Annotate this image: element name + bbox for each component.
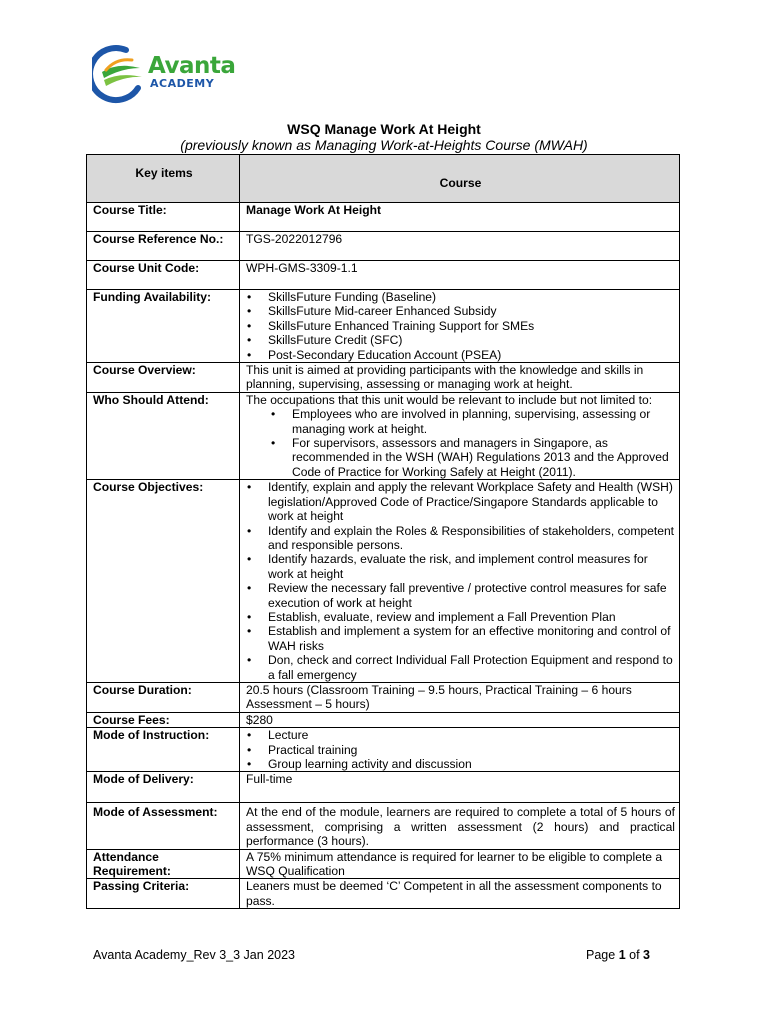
column-header-key-items: Key items xyxy=(87,155,240,203)
row-label-fees: Course Fees: xyxy=(87,712,240,727)
logo-wordmark: Avanta xyxy=(148,53,236,79)
table-row xyxy=(87,392,680,479)
funding-list xyxy=(246,290,675,362)
overview-value: This unit is aimed at providing participants with the knowledge and skills in planning, supervising, assessing or managing work at height. xyxy=(240,363,680,393)
list-item: • SkillsFuture Mid-career Enhanced Subsidy xyxy=(268,304,675,318)
row-label-funding: Funding Availability: xyxy=(87,290,240,363)
row-label-overview: Course Overview: xyxy=(87,363,240,393)
row-label-who-should-attend: Who Should Attend: xyxy=(87,392,240,479)
instruction-cell xyxy=(240,728,680,772)
row-label-course-title: Course Title: xyxy=(87,203,240,232)
list-item: • Lecture xyxy=(268,728,675,742)
footer-revision: Avanta Academy_Rev 3_3 Jan 2023 xyxy=(93,948,295,962)
who-should-attend-cell xyxy=(240,392,680,479)
attend-list xyxy=(246,407,675,479)
footer-page-number xyxy=(586,947,650,963)
table-row xyxy=(87,480,680,683)
page-current: 1 xyxy=(618,948,626,962)
row-label-duration: Course Duration: xyxy=(87,682,240,712)
list-item: • Establish and implement a system for an effective monitoring and control of WAH risks xyxy=(268,624,675,653)
fees-value: $280 xyxy=(240,712,680,727)
list-item: • For supervisors, assessors and managers in Singapore, as recommended in the WSH (WAH) Regulations 2013 and the Approved Code of Practice for Working Safely at Height (2011). xyxy=(292,436,675,479)
objectives-list xyxy=(246,480,675,682)
row-label-instruction: Mode of Instruction: xyxy=(87,728,240,772)
unit-code-value: WPH-GMS-3309-1.1 xyxy=(240,261,680,290)
page-of: of xyxy=(629,948,640,962)
list-item: • SkillsFuture Enhanced Training Support for SMEs xyxy=(268,319,675,333)
list-item: • Identify hazards, evaluate the risk, and implement control measures for work at height xyxy=(268,552,675,581)
avanta-academy-logo xyxy=(92,44,236,106)
table-header-row xyxy=(87,155,680,203)
document-subtitle: (previously known as Managing Work-at-Heights Course (MWAH) xyxy=(180,137,588,153)
table-row xyxy=(87,803,680,849)
table-row xyxy=(87,232,680,261)
logo-emblem-icon xyxy=(92,44,150,106)
row-label-assessment: Mode of Assessment: xyxy=(87,803,240,849)
list-item: • Don, check and correct Individual Fall Protection Equipment and respond to a fall emergency xyxy=(268,653,675,682)
table-row xyxy=(87,363,680,393)
course-title-value: Manage Work At Height xyxy=(240,203,680,232)
table-row xyxy=(87,290,680,363)
funding-list-cell xyxy=(240,290,680,363)
row-label-course-reference: Course Reference No.: xyxy=(87,232,240,261)
list-item: • Identify, explain and apply the relevant Workplace Safety and Health (WSH) legislation/Approved Code of Practice/Singapore Standards applicable to work at height xyxy=(268,480,675,523)
list-item: • Employees who are involved in planning, supervising, assessing or managing work at height. xyxy=(292,407,675,436)
table-row xyxy=(87,772,680,803)
assessment-value: At the end of the module, learners are required to complete a total of 5 hours of assessment, comprising a written assessment (2 hours) and practical performance (3 hours). xyxy=(240,803,680,849)
delivery-value: Full-time xyxy=(240,772,680,803)
instruction-list xyxy=(246,728,675,771)
list-item: • Post-Secondary Education Account (PSEA) xyxy=(268,348,675,362)
list-item: • SkillsFuture Credit (SFC) xyxy=(268,333,675,347)
objectives-cell xyxy=(240,480,680,683)
row-label-objectives: Course Objectives: xyxy=(87,480,240,683)
list-item: • SkillsFuture Funding (Baseline) xyxy=(268,290,675,304)
list-item: • Group learning activity and discussion xyxy=(268,757,675,771)
passing-value: Leaners must be deemed ‘C’ Competent in all the assessment components to pass. xyxy=(240,879,680,909)
column-header-course: Course xyxy=(240,155,680,203)
list-item: • Identify and explain the Roles & Responsibilities of stakeholders, competent and responsible persons. xyxy=(268,524,675,553)
table-row xyxy=(87,203,680,232)
attendance-value: A 75% minimum attendance is required for learner to be eligible to complete a WSQ Qualification xyxy=(240,849,680,879)
table-row xyxy=(87,728,680,772)
table-row xyxy=(87,712,680,727)
table-row xyxy=(87,682,680,712)
attend-intro: The occupations that this unit would be relevant to include but not limited to: xyxy=(246,392,653,407)
course-reference-value: TGS-2022012796 xyxy=(240,232,680,261)
course-info-table xyxy=(86,154,680,909)
table-row xyxy=(87,261,680,290)
list-item: • Establish, evaluate, review and implement a Fall Prevention Plan xyxy=(268,610,675,624)
page-label: Page xyxy=(586,948,616,962)
document-title: WSQ Manage Work At Height xyxy=(287,121,481,137)
row-label-passing: Passing Criteria: xyxy=(87,879,240,909)
duration-value: 20.5 hours (Classroom Training – 9.5 hours, Practical Training – 6 hours Assessment – 5 hours) xyxy=(240,682,680,712)
list-item: • Practical training xyxy=(268,743,675,757)
table-row xyxy=(87,849,680,879)
row-label-unit-code: Course Unit Code: xyxy=(87,261,240,290)
row-label-attendance: Attendance Requirement: xyxy=(87,849,240,879)
table-row xyxy=(87,879,680,909)
page-total: 3 xyxy=(643,948,650,962)
list-item: • Review the necessary fall preventive / protective control measures for safe execution of work at height xyxy=(268,581,675,610)
logo-subtitle: ACADEMY xyxy=(150,77,215,90)
row-label-delivery: Mode of Delivery: xyxy=(87,772,240,803)
